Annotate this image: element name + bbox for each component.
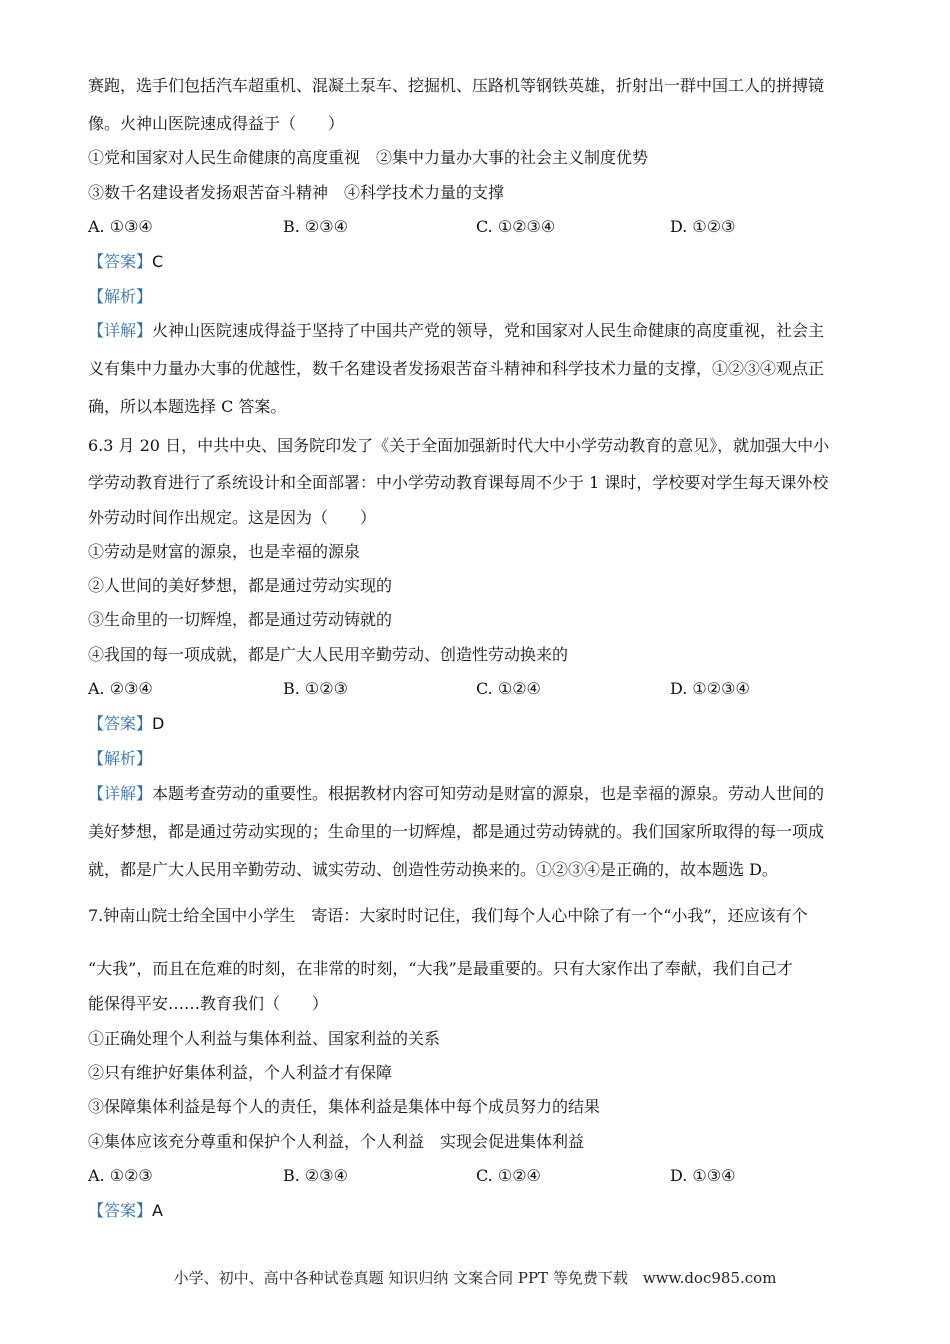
q5-answer (88, 251, 868, 273)
q6-statement-1: ①劳动是财富的源泉，也是幸福的源泉 (88, 542, 361, 561)
q5-detail-line-2: 义有集中力量办大事的优越性，数千名建设者发扬艰苦奋斗精神和科学技术力量的支撑，①②③④观点正 (88, 359, 825, 378)
q5-option-c: C. ①②③④ (476, 217, 556, 236)
q6-detail-line-2: 美好梦想，都是通过劳动实现的；生命里的一切辉煌，都是通过劳动铸就的。我们国家所取得的每一项成 (88, 822, 825, 841)
q7-stem-line-3: 能保得平安……教育我们（ ） (88, 994, 329, 1013)
q5-answer-tag: 【答案】 (88, 252, 153, 271)
q6-detail-tag: 【详解】 (88, 784, 153, 803)
q5-stem-line-1: 赛跑，选手们包括汽车超重机、混凝土泵车、挖掘机、压路机等钢铁英雄，折射出一群中国工人的拼搏镜 (88, 76, 825, 95)
q7-answer-tag: 【答案】 (88, 1201, 153, 1220)
q5-option-d: D. ①②③ (670, 217, 736, 236)
q5-statement-3-4: ③数千名建设者发扬艰苦奋斗精神 ④科学技术力量的支撑 (88, 183, 505, 202)
q6-option-c: C. ①②④ (476, 679, 541, 698)
q6-stem-line-2: 学劳动教育进行了系统设计和全面部署：中小学劳动教育课每周不少于 1 课时，学校要对学生每天课外校 (88, 473, 829, 492)
q6-answer-value: D (152, 714, 165, 733)
q5-detail-text: 火神山医院速成得益于坚持了中国共产党的领导，党和国家对人民生命健康的高度重视，社会主 (152, 321, 825, 340)
q5-statement-1-2: ①党和国家对人民生命健康的高度重视 ②集中力量办大事的社会主义制度优势 (88, 148, 649, 167)
q7-statement-4: ④集体应该充分尊重和保护个人利益，个人利益 实现会促进集体利益 (88, 1132, 585, 1151)
q6-detail-line-1 (88, 783, 868, 805)
q6-answer (88, 713, 868, 735)
q7-statement-3: ③保障集体利益是每个人的责任，集体利益是集体中每个成员努力的结果 (88, 1097, 601, 1116)
q7-answer (88, 1200, 868, 1222)
q6-statement-2: ②人世间的美好梦想，都是通过劳动实现的 (88, 576, 393, 595)
q5-detail-tag: 【详解】 (88, 321, 153, 340)
q6-detail-text: 本题考查劳动的重要性。根据教材内容可知劳动是财富的源泉，也是幸福的源泉。劳动人世间的 (152, 784, 825, 803)
q7-option-a: A. ①②③ (88, 1166, 153, 1185)
q5-option-a: A. ①③④ (88, 217, 153, 236)
q6-analysis (88, 748, 868, 770)
q7-answer-value: A (152, 1201, 163, 1220)
q7-stem-line-1: 7.钟南山院士给全国中小学生 寄语：大家时时记住，我们每个人心中除了有一个“小我”，还应该有个 (88, 906, 808, 925)
q5-analysis (88, 286, 868, 308)
q6-detail-line-3: 就，都是广大人民用辛勤劳动、诚实劳动、创造性劳动换来的。①②③④是正确的，故本题选 D。 (88, 860, 778, 879)
q7-option-c: C. ①②④ (476, 1166, 541, 1185)
q5-detail-line-3: 确，所以本题选择 C 答案。 (88, 397, 287, 416)
q7-option-d: D. ①③④ (670, 1166, 736, 1185)
q6-stem-line-1: 6.3 月 20 日，中共中央、国务院印发了《关于全面加强新时代大中小学劳动教育的意见》，就加强大中小 (88, 436, 830, 455)
q7-option-b: B. ②③④ (283, 1166, 348, 1185)
q6-statement-4: ④我国的每一项成就，都是广大人民用辛勤劳动、创造性劳动换来的 (88, 645, 569, 664)
q5-stem-line-2: 像。火神山医院速成得益于（ ） (88, 114, 345, 133)
q5-detail-line-1 (88, 320, 868, 342)
q6-option-a: A. ②③④ (88, 679, 153, 698)
q5-answer-value: C (152, 252, 164, 271)
q5-analysis-tag: 【解析】 (88, 287, 153, 306)
q6-answer-tag: 【答案】 (88, 714, 153, 733)
q6-option-d: D. ①②③④ (670, 679, 750, 698)
q6-stem-line-3: 外劳动时间作出规定。这是因为（ ） (88, 508, 377, 527)
q5-options (88, 216, 868, 238)
q6-analysis-tag: 【解析】 (88, 749, 153, 768)
q7-options (88, 1165, 868, 1187)
q6-option-b: B. ①②③ (283, 679, 348, 698)
q7-stem-line-2: “大我”，而且在危难的时刻，在非常的时刻，“大我”是最重要的。只有大家作出了奉献，我们自己才 (88, 959, 793, 978)
q6-statement-3: ③生命里的一切辉煌，都是通过劳动铸就的 (88, 610, 393, 629)
q7-statement-1: ①正确处理个人利益与集体利益、国家利益的关系 (88, 1029, 441, 1048)
page-footer: 小学、初中、高中各种试卷真题 知识归纳 文案合同 PPT 等免费下载 www.doc985.com (173, 1269, 777, 1287)
q5-option-b: B. ②③④ (283, 217, 348, 236)
q6-options (88, 678, 868, 700)
q7-statement-2: ②只有维护好集体利益，个人利益才有保障 (88, 1063, 393, 1082)
